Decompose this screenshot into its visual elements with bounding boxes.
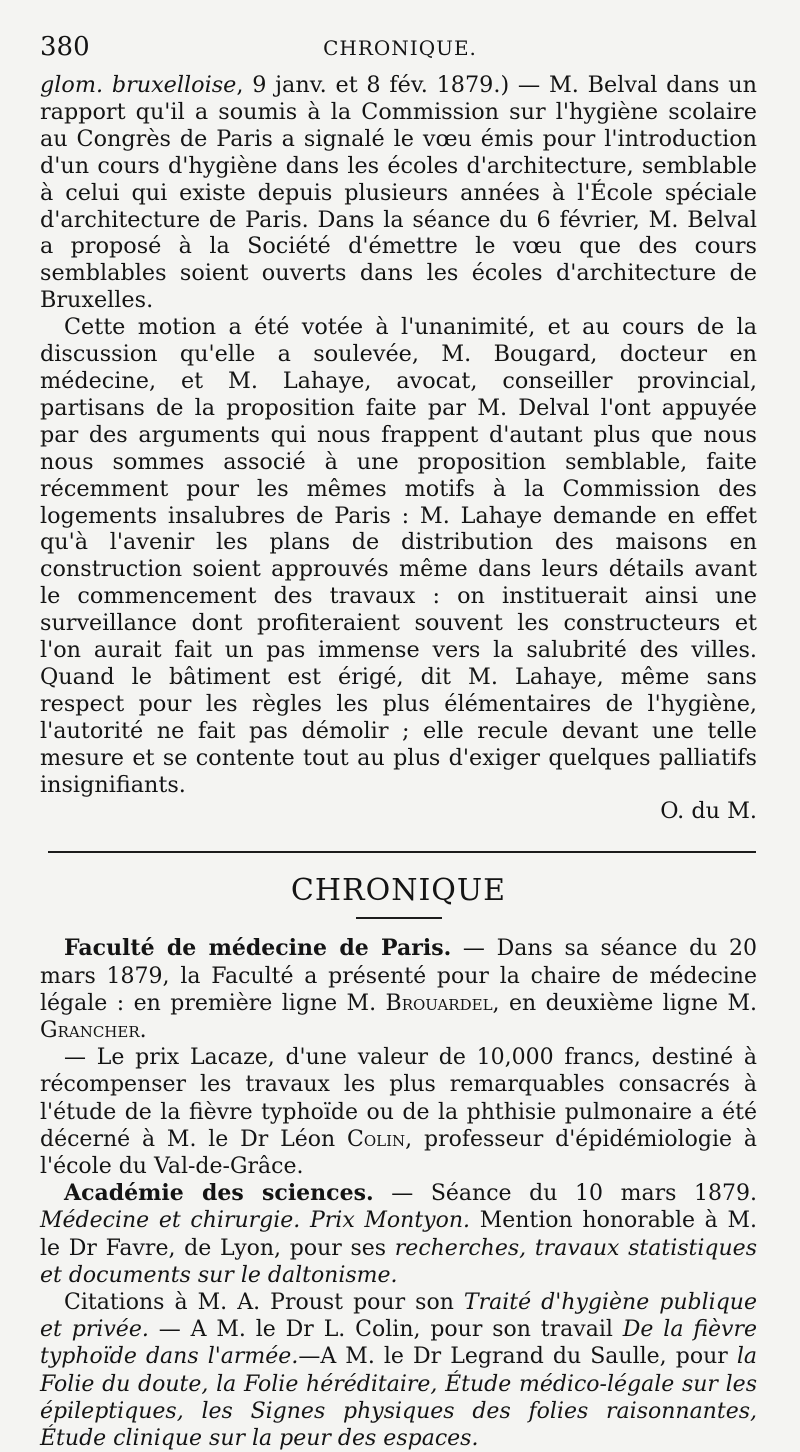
page-header	[40, 28, 760, 68]
paragraph-text: — Dans sa séance du 20 mars 1879, la Faculté a présenté pour la chaire de médecine légale : en première ligne M.	[40, 936, 758, 1016]
article-paragraph-2: Cette motion a été votée à l'unanimité, et au cours de la discussion qu'elle a soulevée, M. Bougard, docteur en médecine, et M. Lahaye, avocat, conseiller provincial, partisans de la proposition faite par M. Delval l'ont appuyée par des arguments qui nous frappent d'autant plus que nous nous sommes associé à une proposition semblable, faite récemment pour les mêmes motifs à la Commission des logements insalubres de Paris : M. Lahaye demande en effet qu'à l'avenir les plans de distribution des maisons en construction soient approuvés même dans leurs détails avant le commencement des travaux : on instituerait ainsi une surveillance dont profiteraient souvent les constructeurs et l'on aurait fait un pas immense vers la salubrité des villes. Quand le bâtiment est érigé, dit M. Lahaye, même sans respect pour les règles les plus élémentaires de l'hygiène, l'autorité ne fait pas démolir ; elle recule devant une telle mesure et se contente tout au plus d'exiger quelques palliatifs insignifiants.	[40, 314, 757, 798]
section-divider	[48, 851, 756, 853]
faculty-heading: Faculté de médecine de Paris.	[64, 935, 452, 962]
academy-heading: Académie des sciences.	[64, 1180, 374, 1207]
italic-text: recherches, travaux statistiques et documents sur le daltonisme.	[40, 1235, 757, 1288]
person-name: Brouardel	[385, 990, 493, 1016]
signature: O. du M.	[660, 798, 757, 825]
article-paragraph-1	[40, 72, 757, 314]
paragraph-text: — A M. le Dr L. Colin, pour son travail	[148, 1317, 623, 1343]
paragraph-text: , 9 janv. et 8 fév. 1879.) — M. Belval dans un rapport qu'il a soumis à la Commission sur l'hygiène scolaire au Congrès de Paris a signalé le vœu émis pour l'introduction d'un cours d'hygiène dans les écoles d'architecture, semblable à celui qui existe depuis plusieurs années à l'École spéciale d'architecture de Paris. Dans la séance du 6 février, M. Belval a proposé à la Société d'émettre le vœu que des cours semblables soient ouverts dans les écoles d'architecture de Bruxelles.	[40, 72, 757, 314]
italic-text: la Folie du doute, la Folie héréditaire, Étude médico-légale sur les épileptiques, les Signes physiques des folies raisonnantes, Étude clinique sur la peur des espaces.	[40, 1344, 757, 1452]
academy-paragraph	[40, 1180, 757, 1289]
paragraph-text: , en deuxième ligne M.	[492, 990, 757, 1016]
faculty-paragraph	[40, 935, 757, 1044]
running-head: CHRONIQUE.	[323, 36, 477, 60]
chronique-body	[40, 935, 757, 1452]
person-name: Grancher	[40, 1017, 140, 1043]
lacaze-paragraph	[40, 1044, 757, 1180]
section-title: CHRONIQUE	[290, 873, 507, 909]
paragraph-text: Citations à M. A. Proust pour son	[64, 1290, 464, 1316]
person-name: Colin	[347, 1126, 406, 1152]
title-underline	[356, 917, 442, 919]
citation-journal: glom. bruxelloise	[40, 72, 237, 98]
italic-text: Médecine et chirurgie. Prix Montyon.	[40, 1208, 471, 1234]
italic-text: Traité d'hygiène publique et privée.	[40, 1290, 757, 1343]
citations-paragraph	[40, 1289, 757, 1452]
paragraph-text: — Séance du 10 mars 1879.	[373, 1181, 758, 1207]
page-number: 380	[40, 32, 90, 62]
paragraph-text: .	[139, 1017, 147, 1043]
paragraph-text: — Le prix Lacaze, d'une valeur de 10,000 francs, destiné à récompenser les travaux les plus remarquables consacrés à l'étude de la fièvre typhoïde ou de la phthisie pulmonaire a été décerné à M. le Dr Léon	[40, 1045, 757, 1152]
italic-text: De la fièvre typhoïde dans l'armée.	[40, 1317, 757, 1370]
paragraph-text: —A M. le Dr Legrand du Saulle, pour	[298, 1344, 737, 1370]
paragraph-text: Mention honorable à M. le Dr Favre, de Lyon, pour ses	[40, 1208, 757, 1261]
page-body	[40, 72, 757, 1452]
paragraph-text: , professeur d'épidémiologie à l'école du Val-de-Grâce.	[40, 1126, 757, 1179]
